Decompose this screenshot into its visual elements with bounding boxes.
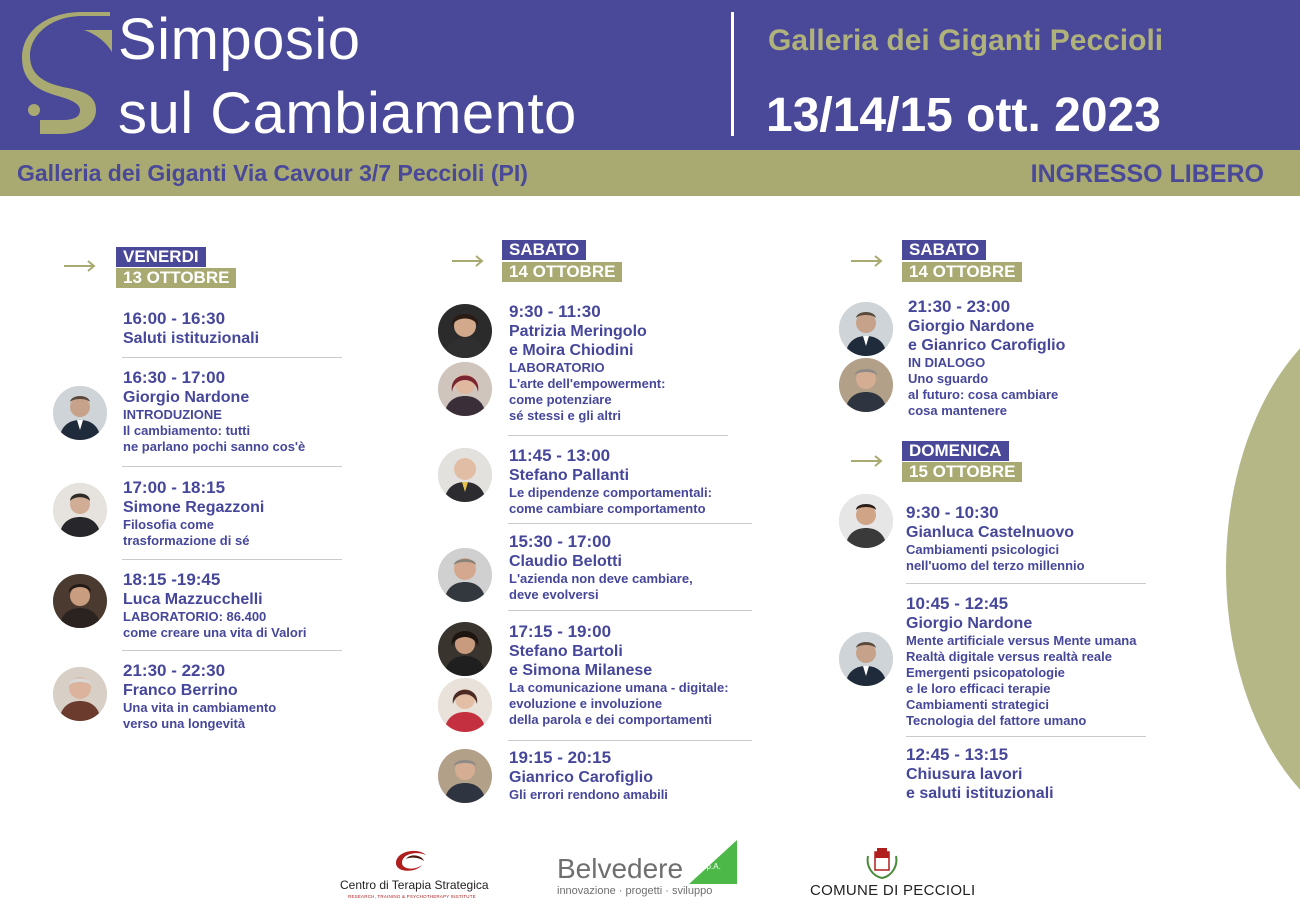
session: [908, 297, 1065, 419]
session-desc: Le dipendenze comportamentali:: [509, 485, 712, 500]
speaker-name: Giorgio Nardone: [908, 318, 1035, 335]
speaker-avatar: [839, 632, 893, 686]
speaker-name: Stefano Pallanti: [509, 467, 630, 484]
session-desc: ne parlano pochi sanno cos'è: [123, 439, 306, 454]
session-desc: deve evolversi: [509, 587, 599, 602]
speaker-avatar: [53, 386, 107, 440]
belvedere-spa: S.p.A.: [699, 862, 721, 871]
arrow-right-icon: [851, 455, 883, 467]
session-desc: L'azienda non deve cambiare,: [509, 571, 693, 586]
speaker-name: e Moira Chiodini: [509, 342, 634, 359]
session-desc: sé stessi e gli altri: [509, 408, 622, 423]
session-time: 11:45 - 13:00: [509, 446, 611, 465]
session-desc: Tecnologia del fattore umano: [906, 713, 1087, 728]
divider: [122, 650, 342, 651]
date-label: 13 OTTOBRE: [116, 268, 236, 288]
speaker-avatar: [53, 574, 107, 628]
decorative-circle: [1226, 296, 1300, 842]
cts-tagline: RESEARCH, TRAINING & PSYCHOTHERAPY INSTITUTE: [348, 894, 476, 899]
divider: [508, 435, 728, 436]
divider: [122, 357, 342, 358]
speaker-avatar: [438, 678, 492, 732]
date-label: 15 OTTOBRE: [902, 462, 1022, 482]
session-desc: Realtà digitale versus realtà reale: [906, 649, 1112, 664]
session-type: LABORATORIO: 86.400: [123, 609, 267, 624]
session-time: 21:30 - 23:00: [908, 297, 1011, 316]
arrow-right-icon: [64, 260, 96, 272]
speaker-name: Claudio Belotti: [509, 553, 622, 570]
session-desc: L'arte dell'empowerment:: [509, 376, 666, 391]
date-label: 14 OTTOBRE: [902, 262, 1022, 282]
session-time: 16:00 - 16:30: [123, 309, 226, 328]
speaker-name: Giorgio Nardone: [906, 615, 1033, 632]
day-label: DOMENICA: [902, 441, 1009, 461]
session: [123, 570, 307, 641]
session-time: 18:15 -19:45: [123, 570, 221, 589]
session-desc: al futuro: cosa cambiare: [908, 387, 1059, 402]
session: [509, 622, 729, 728]
belvedere-name: Belvedere: [557, 853, 684, 884]
belvedere-logo: [557, 840, 737, 900]
session: [906, 594, 1136, 729]
session: [509, 302, 665, 424]
session-time: 15:30 - 17:00: [509, 532, 612, 551]
speaker-name: Simone Regazzoni: [123, 499, 265, 516]
event-title-line1: Simposio: [118, 7, 361, 72]
session-time: 12:45 - 13:15: [906, 745, 1009, 764]
session-time: 9:30 - 10:30: [906, 503, 999, 522]
session-desc: Uno sguardo: [908, 371, 989, 386]
speaker-avatar: [438, 622, 492, 676]
speaker-name: Luca Mazzucchelli: [123, 591, 263, 608]
session-time: 19:15 - 20:15: [509, 748, 612, 767]
session: [123, 661, 276, 732]
session: [906, 503, 1085, 574]
comune-logo: [810, 846, 976, 902]
session-desc: come creare una vita di Valori: [123, 625, 307, 640]
session: [509, 446, 712, 517]
session-type: LABORATORIO: [509, 360, 605, 375]
session-time: 16:30 - 17:00: [123, 368, 226, 387]
speaker-avatar: [438, 304, 492, 358]
day-label: SABATO: [902, 240, 986, 260]
venue-title: Galleria dei Giganti Peccioli: [768, 24, 1164, 57]
speaker-avatar: [53, 483, 107, 537]
session-desc: nell'uomo del terzo millennio: [906, 558, 1085, 573]
session: [906, 745, 1054, 803]
session-time: 21:30 - 22:30: [123, 661, 226, 680]
speaker-name: Giorgio Nardone: [123, 389, 250, 406]
speaker-avatar: [438, 749, 492, 803]
session: [509, 748, 668, 803]
session-desc: Il cambiamento: tutti: [123, 423, 251, 438]
speaker-name: e Simona Milanese: [509, 662, 653, 679]
date-label: 14 OTTOBRE: [502, 262, 622, 282]
session-time: 17:15 - 19:00: [509, 622, 612, 641]
session-desc: cosa mantenere: [908, 403, 1007, 418]
speaker-avatar: [839, 494, 893, 548]
divider: [508, 523, 752, 524]
divider: [122, 559, 342, 560]
session-title: Chiusura lavori: [906, 766, 1023, 783]
session-type: IN DIALOGO: [908, 355, 986, 370]
session: [123, 368, 305, 455]
session-desc: come potenziare: [509, 392, 612, 407]
session-time: 9:30 - 11:30: [509, 302, 601, 321]
speaker-avatar: [438, 448, 492, 502]
session-desc: e le loro efficaci terapie: [906, 681, 1051, 696]
speaker-name: e Gianrico Carofiglio: [908, 337, 1066, 354]
speaker-avatar: [839, 358, 893, 412]
session-time: 10:45 - 12:45: [906, 594, 1009, 613]
divider: [508, 610, 752, 611]
divider: [906, 583, 1146, 584]
session-desc: Cambiamenti psicologici: [906, 542, 1060, 557]
session-desc: Cambiamenti strategici: [906, 697, 1050, 712]
session: [123, 478, 264, 549]
session-desc: come cambiare comportamento: [509, 501, 706, 516]
arrow-right-icon: [452, 255, 484, 267]
speaker-avatar: [839, 302, 893, 356]
day-label: SABATO: [502, 240, 586, 260]
event-dates: 13/14/15 ott. 2023: [766, 89, 1161, 142]
divider: [906, 736, 1146, 737]
session-time: 17:00 - 18:15: [123, 478, 226, 497]
divider: [122, 466, 342, 467]
session-type: INTRODUZIONE: [123, 407, 222, 422]
header-banner: [0, 0, 1300, 150]
session-desc: Emergenti psicopatologie: [906, 665, 1065, 680]
speaker-name: Patrizia Meringolo: [509, 323, 647, 340]
session-desc: trasformazione di sé: [123, 533, 250, 548]
speaker-avatar: [438, 548, 492, 602]
cts-name: Centro di Terapia Strategica: [340, 878, 489, 892]
session-desc: Mente artificiale versus Mente umana: [906, 633, 1137, 648]
session-desc: evoluzione e involuzione: [509, 696, 663, 711]
session-desc: Una vita in cambiamento: [123, 700, 277, 715]
speaker-name: Franco Berrino: [123, 682, 238, 699]
session: [509, 532, 693, 603]
session-desc: Filosofia come: [123, 517, 215, 532]
speaker-name: Gianluca Castelnuovo: [906, 524, 1075, 541]
belvedere-tagline: innovazione · progetti · sviluppo: [557, 885, 713, 897]
header-divider: [731, 12, 734, 136]
divider: [508, 740, 752, 741]
speaker-name: Gianrico Carofiglio: [509, 769, 654, 786]
speaker-avatar: [53, 667, 107, 721]
venue-address: Galleria dei Giganti Via Cavour 3/7 Peccioli (PI): [17, 160, 528, 186]
cts-logo-icon: [392, 845, 432, 875]
session-desc: Gli errori rendono amabili: [509, 787, 668, 802]
session-desc: della parola e dei comportamenti: [509, 712, 712, 727]
session-title: e saluti istituzionali: [906, 785, 1054, 802]
session: [123, 309, 259, 348]
comune-name: COMUNE DI PECCIOLI: [810, 882, 976, 899]
free-entry-label: INGRESSO LIBERO: [1030, 160, 1264, 188]
arrow-right-icon: [851, 255, 883, 267]
session-desc: La comunicazione umana - digitale:: [509, 680, 729, 695]
day-label: VENERDI: [116, 247, 206, 267]
speaker-avatar: [438, 362, 492, 416]
s-logo-icon: [22, 12, 114, 140]
session-desc: verso una longevità: [123, 716, 246, 731]
speaker-name: Stefano Bartoli: [509, 643, 623, 660]
address-bar: [0, 150, 1300, 196]
session-title: Saluti istituzionali: [123, 330, 260, 347]
event-title-line2: sul Cambiamento: [118, 81, 577, 146]
comune-crest-icon: [864, 846, 900, 880]
